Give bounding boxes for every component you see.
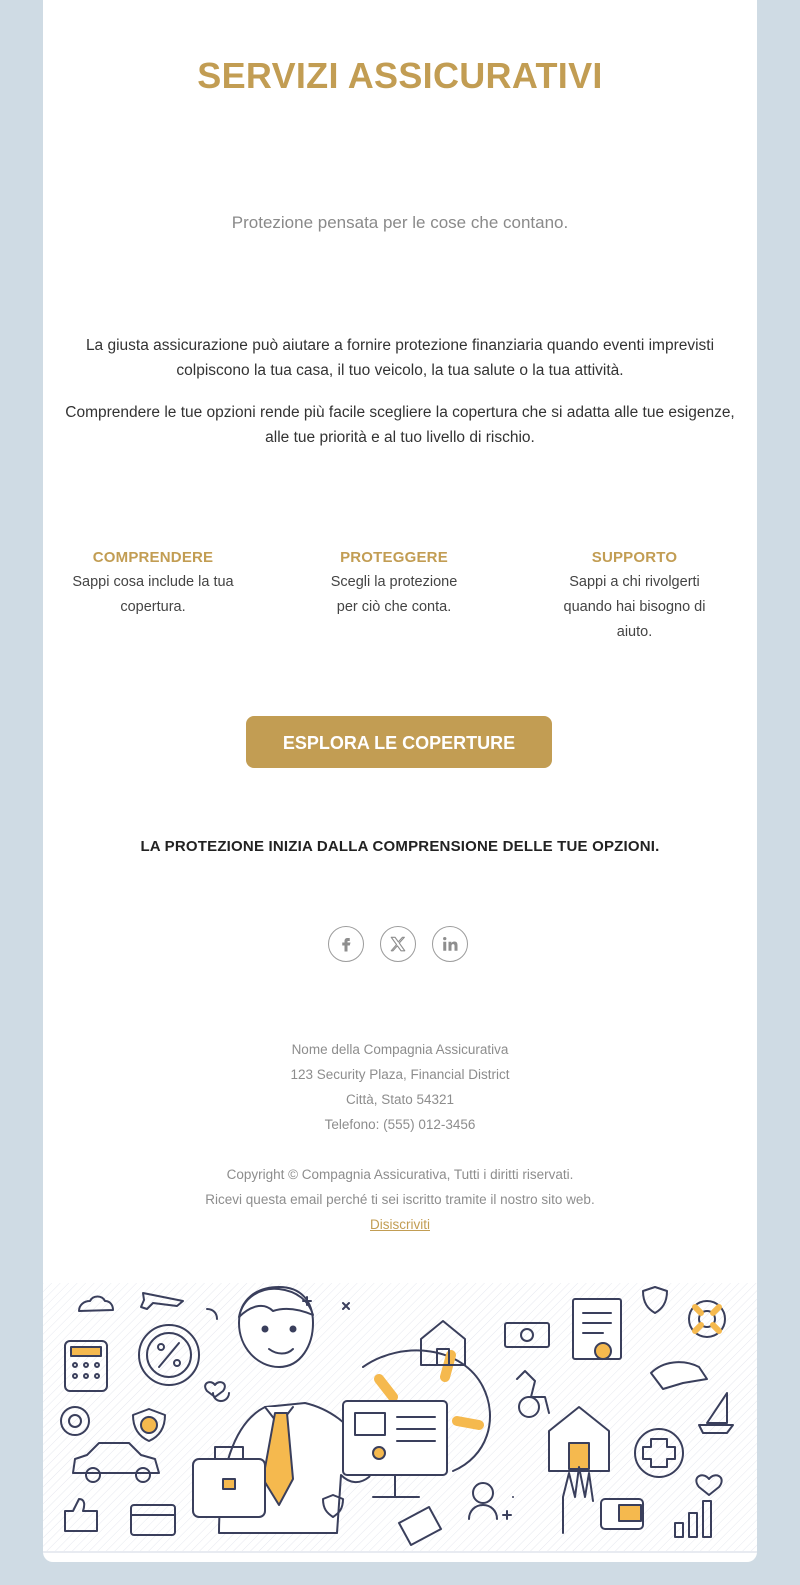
copyright: Copyright © Compagnia Assicurativa, Tutti i diritti riservati. [226, 1167, 574, 1182]
explore-coverage-button[interactable]: ESPLORA LE COPERTURE [246, 716, 552, 768]
feature-comprendere [68, 548, 238, 620]
linkedin-link[interactable] [432, 926, 468, 962]
x-icon [389, 935, 407, 953]
insurance-doodle-illustration [43, 1283, 757, 1553]
company-name: Nome della Compagnia Assicurativa [291, 1042, 509, 1057]
protection-statement: LA PROTEZIONE INIZIA DALLA COMPRENSIONE DELLE TUE OPZIONI. [140, 838, 660, 855]
feature-title: COMPRENDERE [92, 549, 214, 566]
company-address [43, 1037, 757, 1137]
intro-paragraph-2: Comprendere le tue opzioni rende più facile scegliere la copertura che si adatta alle tue esigenze, alle tue priorità e al tuo livello di rischio. [65, 404, 735, 446]
feature-supporto [552, 548, 717, 645]
feature-text: Sappi a chi rivolgerti quando hai bisogno di aiuto. [563, 574, 706, 640]
page-title: SERVIZI ASSICURATIVI [197, 55, 603, 96]
feature-text: Sappi cosa include la tua copertura. [72, 574, 234, 615]
subscription-reason: Ricevi questa email perché ti sei iscritto tramite il nostro sito web. [205, 1192, 595, 1207]
intro-paragraph-1: La giusta assicurazione può aiutare a fornire protezione finanziaria quando eventi imprevisti colpiscono la tua casa, il tuo veicolo, la tua salute o la tua attività. [85, 337, 715, 379]
address-line-2: Città, Stato 54321 [345, 1092, 455, 1107]
feature-title: PROTEGGERE [340, 549, 448, 566]
feature-text: Scegli la protezione per ciò che conta. [330, 574, 458, 615]
feature-title: SUPPORTO [591, 549, 678, 566]
phone: Telefono: (555) 012-3456 [324, 1117, 476, 1132]
legal-footer [43, 1162, 757, 1237]
email-card [43, 0, 757, 1562]
unsubscribe-link[interactable]: Disiscriviti [370, 1217, 430, 1232]
facebook-link[interactable] [328, 926, 364, 962]
facebook-icon [337, 935, 355, 953]
tagline: Protezione pensata per le cose che contano. [231, 213, 569, 232]
linkedin-icon [441, 935, 459, 953]
address-line-1: 123 Security Plaza, Financial District [290, 1067, 510, 1082]
x-link[interactable] [380, 926, 416, 962]
feature-proteggere [319, 548, 469, 620]
social-links [43, 926, 757, 966]
